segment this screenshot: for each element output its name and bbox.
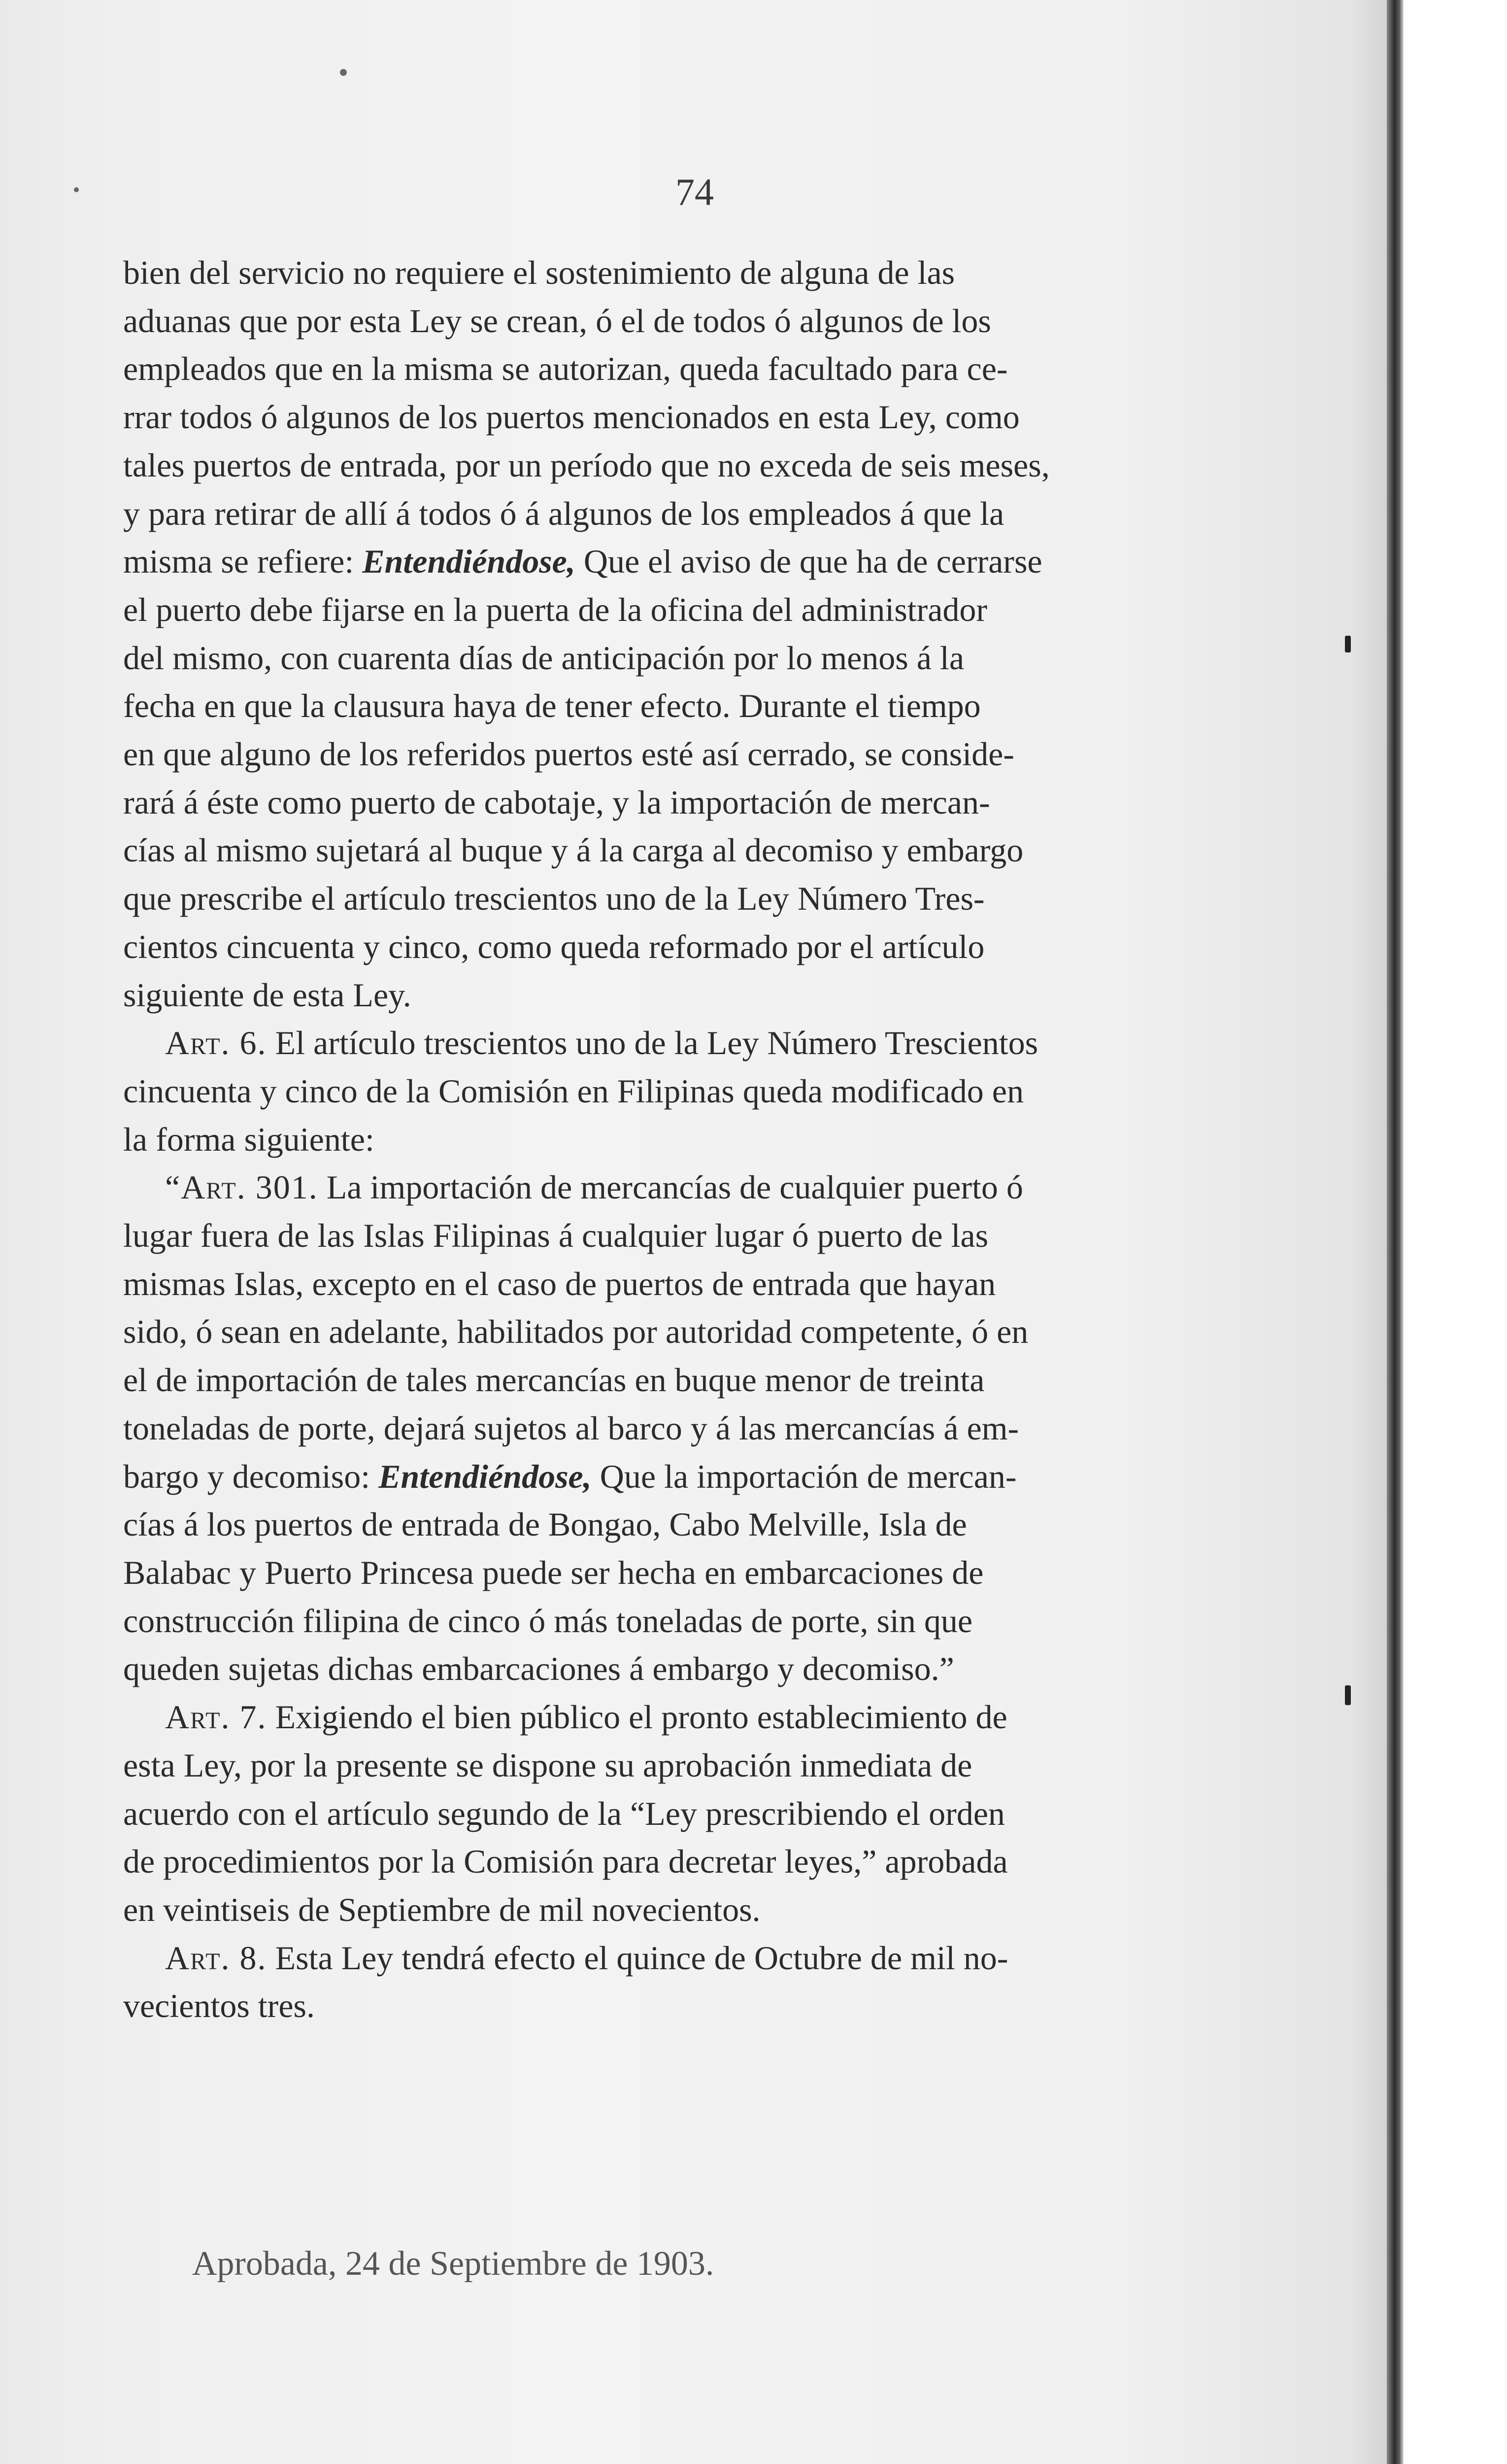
text-line: vecientos tres. — [123, 1987, 315, 2025]
text-line: cientos cincuenta y cinco, como queda reformado por el artículo — [123, 927, 985, 965]
text-line: acuerdo con el artículo segundo de la “Ley prescribiendo el orden — [123, 1794, 1005, 1832]
text-line: cías á los puertos de entrada de Bongao, Cabo Melville, Isla de — [123, 1506, 967, 1543]
text-line: bargo y decomiso: Entendiéndose, Que la importación de mercan- — [123, 1457, 1017, 1495]
text-line: y para retirar de allí á todos ó á algunos de los empleados á que la — [123, 494, 1005, 532]
text-line: siguiente de esta Ley. — [123, 976, 411, 1014]
article-8-heading: Art. 8. Esta Ley tendrá efecto el quince de Octubre de mil no- — [165, 1939, 1008, 1977]
text-line: sido, ó sean en adelante, habilitados por autoridad competente, ó en — [123, 1313, 1029, 1351]
text-line: rará á éste como puerto de cabotaje, y la importación de mercan- — [123, 783, 990, 821]
text-line: aduanas que por esta Ley se crean, ó el de todos ó algunos de los — [123, 302, 991, 340]
article-7-heading: Art. 7. Exigiendo el bien público el pronto establecimiento de — [165, 1698, 1007, 1736]
text-line: misma se refiere: Entendiéndose, Que el aviso de que ha de cerrarse — [123, 543, 1042, 581]
text-line: de procedimientos por la Comisión para decretar leyes,” aprobada — [123, 1843, 1008, 1881]
text-line: del mismo, con cuarenta días de anticipación por lo menos á la — [123, 639, 965, 677]
text-line: tales puertos de entrada, por un período que no exceda de seis meses, — [123, 446, 1050, 484]
approval-date: Aprobada, 24 de Septiembre de 1903. — [192, 2245, 714, 2283]
text-line: esta Ley, por la presente se dispone su aprobación inmediata de — [123, 1746, 972, 1784]
text-line: cías al mismo sujetará al buque y á la carga al decomiso y embargo — [123, 831, 1024, 869]
text-line: queden sujetas dichas embarcaciones á embargo y decomiso.” — [123, 1650, 954, 1688]
text-line: rrar todos ó algunos de los puertos mencionados en esta Ley, como — [123, 398, 1020, 436]
text-line: el puerto debe fijarse en la puerta de la oficina del administrador — [123, 590, 988, 628]
text-line: toneladas de porte, dejará sujetos al barco y á las mercancías á em- — [123, 1409, 1019, 1447]
text-line: lugar fuera de las Islas Filipinas á cualquier lugar ó puerto de las — [123, 1217, 989, 1255]
text-line: en que alguno de los referidos puertos esté así cerrado, se conside- — [123, 735, 1014, 773]
article-301-heading: “Art. 301. La importación de mercancías de cualquier puerto ó — [165, 1168, 1023, 1206]
text-line: la forma siguiente: — [123, 1120, 374, 1158]
law-text — [123, 249, 1325, 2030]
text-line: construcción filipina de cinco ó más toneladas de porte, sin que — [123, 1602, 973, 1640]
article-6-heading: Art. 6. El artículo trescientos uno de la Ley Número Trescientos — [165, 1024, 1038, 1062]
text-line: bien del servicio no requiere el sostenimiento de alguna de las — [123, 254, 955, 291]
dust-speck — [74, 187, 79, 192]
edge-mark — [1345, 636, 1351, 652]
text-line: Balabac y Puerto Princesa puede ser hecha en embarcaciones de — [123, 1553, 984, 1591]
page-binding-edge — [1387, 0, 1404, 2464]
text-line: fecha en que la clausura haya de tener efecto. Durante el tiempo — [123, 687, 981, 725]
text-line: mismas Islas, excepto en el caso de puertos de entrada que hayan — [123, 1265, 996, 1302]
text-line: el de importación de tales mercancías en buque menor de treinta — [123, 1361, 985, 1399]
edge-mark — [1345, 1685, 1351, 1705]
dust-speck — [340, 69, 347, 76]
text-line: empleados que en la misma se autorizan, queda facultado para ce- — [123, 350, 1008, 388]
text-line: que prescribe el artículo trescientos uno de la Ley Número Tres- — [123, 880, 985, 918]
text-line: en veintiseis de Septiembre de mil novecientos. — [123, 1890, 761, 1928]
text-line: cincuenta y cinco de la Comisión en Filipinas queda modificado en — [123, 1072, 1024, 1110]
page-number: 74 — [675, 171, 714, 213]
